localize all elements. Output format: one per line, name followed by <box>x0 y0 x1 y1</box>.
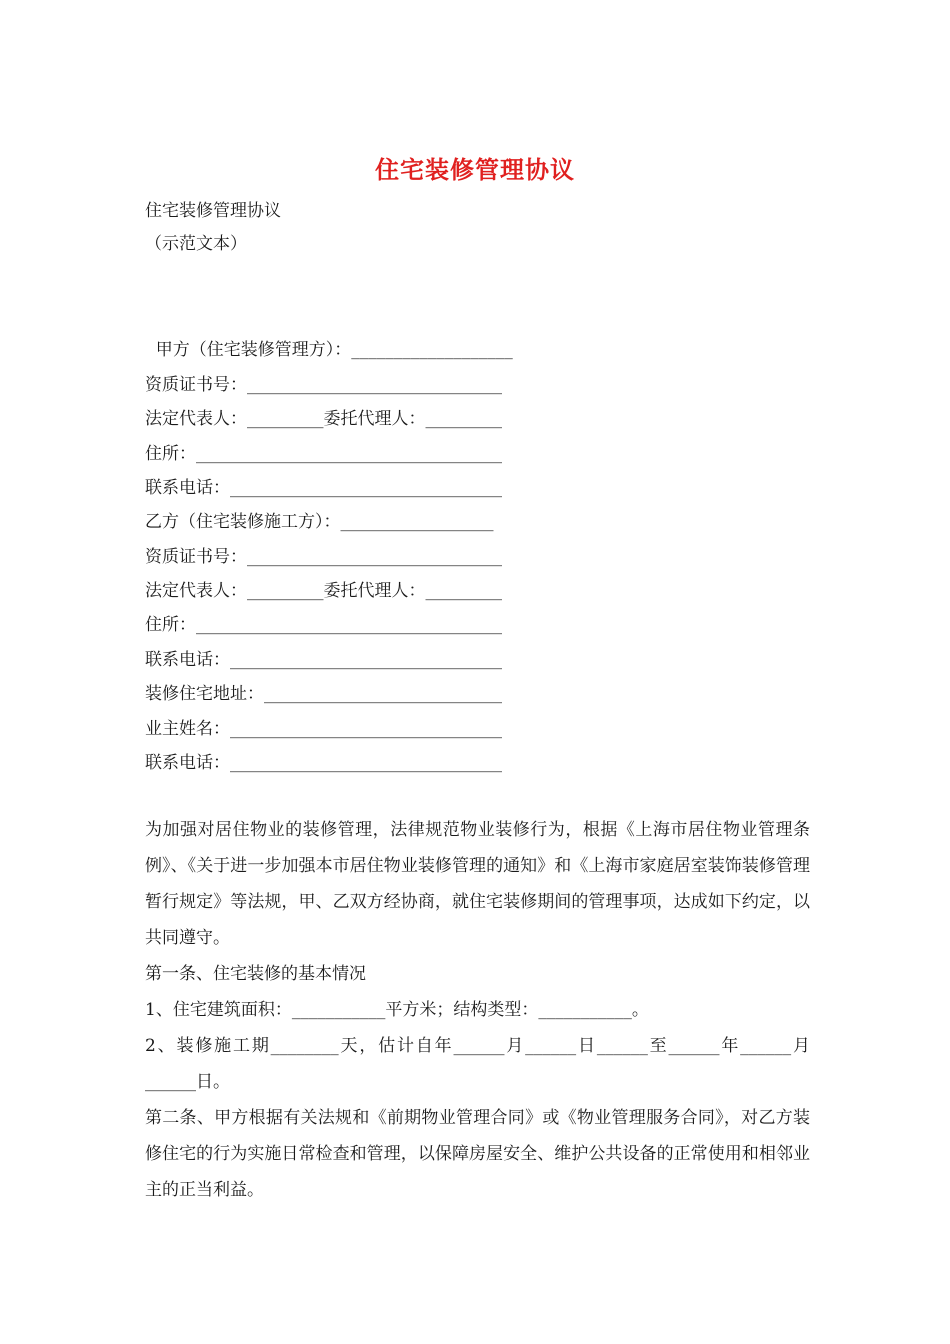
document-subtitle: 住宅装修管理协议 <box>145 201 281 221</box>
article-1-title: 第一条、住宅装修的基本情况 <box>145 964 366 984</box>
article-1-item-2: 2、装修施工期________天，估计自年______月______日______至______年______月______日。 <box>145 1036 810 1092</box>
party-b-representative-line: 法定代表人：_________委托代理人：_________ <box>145 581 502 601</box>
party-a-license-line: 资质证书号：______________________________ <box>145 375 502 395</box>
party-a-address-line: 住所：____________________________________ <box>145 444 502 464</box>
party-b-line: 乙方（住宅装修施工方）：__________________ <box>145 512 494 532</box>
party-b-license-line: 资质证书号：______________________________ <box>145 547 502 567</box>
sample-note: （示范文本） <box>145 234 247 254</box>
residence-address-line: 装修住宅地址：____________________________ <box>145 684 502 704</box>
owner-name-line: 业主姓名：________________________________ <box>145 719 502 739</box>
party-a-line: 甲方（住宅装修管理方）：___________________ <box>145 340 513 360</box>
party-b-phone-line: 联系电话：________________________________ <box>145 650 502 670</box>
party-a-representative-line: 法定代表人：_________委托代理人：_________ <box>145 409 502 429</box>
article-1-item-1: 1、住宅建筑面积：___________平方米；结构类型：___________。 <box>145 1000 649 1020</box>
agreement-body <box>145 812 810 1208</box>
page-title: 住宅装修管理协议 <box>375 155 575 184</box>
intro-paragraph: 为加强对居住物业的装修管理，法律规范物业装修行为，根据《上海市居住物业管理条例》、《关于进一步加强本市居住物业装修管理的通知》和《上海市家庭居室装饰装修管理暂行规定》等法规，甲、乙双方经协商，就住宅装修期间的管理事项，达成如下约定，以共同遵守。 <box>145 820 810 948</box>
article-2-paragraph: 第二条、甲方根据有关法规和《前期物业管理合同》或《物业管理服务合同》，对乙方装修住宅的行为实施日常检查和管理，以保障房屋安全、维护公共设备的正常使用和相邻业主的正当利益。 <box>145 1108 810 1200</box>
party-a-phone-line: 联系电话：________________________________ <box>145 478 502 498</box>
party-b-address-line: 住所：____________________________________ <box>145 615 502 635</box>
owner-phone-line: 联系电话：________________________________ <box>145 753 502 773</box>
